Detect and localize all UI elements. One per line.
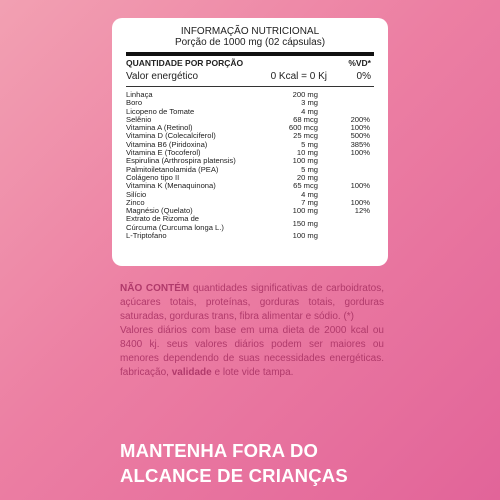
child-warning-line-1: MANTENHA FORA DO: [120, 440, 319, 461]
portion-size: Porção de 1000 mg (02 cápsulas): [174, 37, 326, 48]
disclaimer-text-2b: e lote vide tampa.: [211, 367, 294, 378]
nutrient-name: Selênio: [126, 114, 152, 124]
nutrient-name: Palmitoiletanolamida (PEA): [126, 164, 219, 174]
nutrient-vd: 100%: [350, 123, 370, 133]
divider-thin: [126, 86, 374, 87]
nutrient-amount: 68 mcg: [293, 114, 318, 124]
table-header: [126, 56, 374, 69]
disclaimer-paragraph-2: [120, 324, 384, 380]
child-warning-line-2: ALCANCE DE CRIANÇAS: [120, 465, 348, 486]
nutrient-vd: 100%: [350, 148, 370, 158]
nutrient-name: Vitamina D (Colecalciferol): [126, 131, 216, 141]
nutrient-amount: 100 mg: [292, 206, 318, 216]
nutrient-amount: 100 mg: [292, 231, 318, 241]
nutrient-vd: 385%: [350, 139, 370, 149]
nutrient-amount: 65 mcg: [293, 181, 318, 191]
nutrient-name: Colágeno tipo II: [126, 172, 180, 182]
nutrient-name: Licopeno de Tomate: [126, 106, 195, 116]
nutrient-vd: [318, 166, 374, 174]
nutrient-vd: 500%: [350, 131, 370, 141]
nutrient-amount: 200 mg: [292, 90, 318, 99]
nutrient-row: [126, 191, 374, 199]
header-quantity: QUANTIDADE POR PORÇÃO: [126, 58, 244, 68]
nutrient-name: Vitamina A (Retinol): [126, 123, 193, 133]
nutrient-row: [126, 182, 374, 190]
nutrient-vd: 100%: [350, 181, 370, 191]
nutrient-amount: 5 mg: [301, 139, 318, 149]
nutrient-amount: 4 mg: [301, 189, 318, 199]
energy-vd: 0%: [356, 71, 371, 82]
nutrient-name: Vitamina K (Menaquinona): [126, 181, 216, 191]
nutrient-amount: 600 mcg: [288, 123, 318, 133]
nutrient-name: Magnésio (Quelato): [126, 206, 193, 216]
nutrient-name: Vitamina E (Tocoferol): [126, 148, 201, 158]
header-vd: %VD*: [348, 58, 371, 68]
nutrient-amount: 7 mg: [301, 197, 318, 207]
nutrient-row: [126, 91, 374, 99]
nutrient-vd: [318, 232, 374, 240]
nutrient-amount: 150 mg: [292, 218, 318, 228]
nutrient-name: Linhaça: [126, 90, 153, 99]
nutrient-vd: 100%: [350, 197, 370, 207]
nutrient-name: Zinco: [126, 197, 145, 207]
nutrient-name: L-Triptofano: [126, 231, 167, 241]
nutrient-amount: 100 mg: [292, 156, 318, 166]
nutrient-name: Boro: [126, 98, 143, 108]
disclaimer-text: [120, 282, 384, 380]
nutrient-row: [126, 108, 374, 116]
nutrient-row: [126, 215, 374, 232]
nutrient-amount: 3 mg: [301, 98, 318, 108]
disclaimer-paragraph-1: [120, 282, 384, 324]
nutrient-vd: [318, 157, 374, 165]
nutrient-list: [126, 91, 374, 240]
nutrient-vd: 200%: [350, 114, 370, 124]
nutrient-vd: 12%: [354, 206, 370, 216]
child-warning: [120, 438, 400, 488]
nutrient-amount: 20 mg: [296, 172, 318, 182]
energy-name: Valor energético: [126, 71, 199, 82]
nutrient-amount: 5 mg: [301, 164, 318, 174]
nutrient-name: Silício: [126, 189, 147, 199]
energy-amount: 0 Kcal = 0 Kj: [270, 71, 327, 82]
disclaimer-text-1: quantidades significativas de carboidratos, açúcares totais, proteínas, gorduras totais, gorduras saturadas, gorduras trans, fibra alimentar e sódio. (*): [120, 283, 384, 322]
nutrient-vd: [318, 91, 374, 99]
nutrient-name: Vitamina B6 (Piridoxina): [126, 139, 208, 149]
nutrient-vd: [318, 99, 374, 107]
nutrition-facts-card: [112, 18, 388, 266]
nutrient-amount: 25 mcg: [293, 131, 318, 141]
nutrient-row: [126, 232, 374, 240]
nutrient-amount: 10 mg: [296, 148, 318, 158]
nutrient-amount: 4 mg: [301, 106, 318, 116]
nutrient-name: Espirulina (Arthrospira platensis): [126, 156, 236, 166]
nutrient-name: Extrato de Rizoma de Cúrcuma (Curcuma longa L.): [126, 214, 224, 232]
label-title: INFORMAÇÃO NUTRICIONAL: [180, 26, 320, 37]
disclaimer-text-2a: Valores diários com base em uma dieta de 2000 kcal ou 8400 kj. seus valores diários podem ser maiores ou menores dependendo de suas necessidades energéticas. fabricação,: [120, 325, 384, 378]
energy-row: [126, 69, 374, 86]
disclaimer-validity: validade: [171, 367, 212, 378]
disclaimer-bold: NÃO CONTÉM: [120, 283, 190, 294]
